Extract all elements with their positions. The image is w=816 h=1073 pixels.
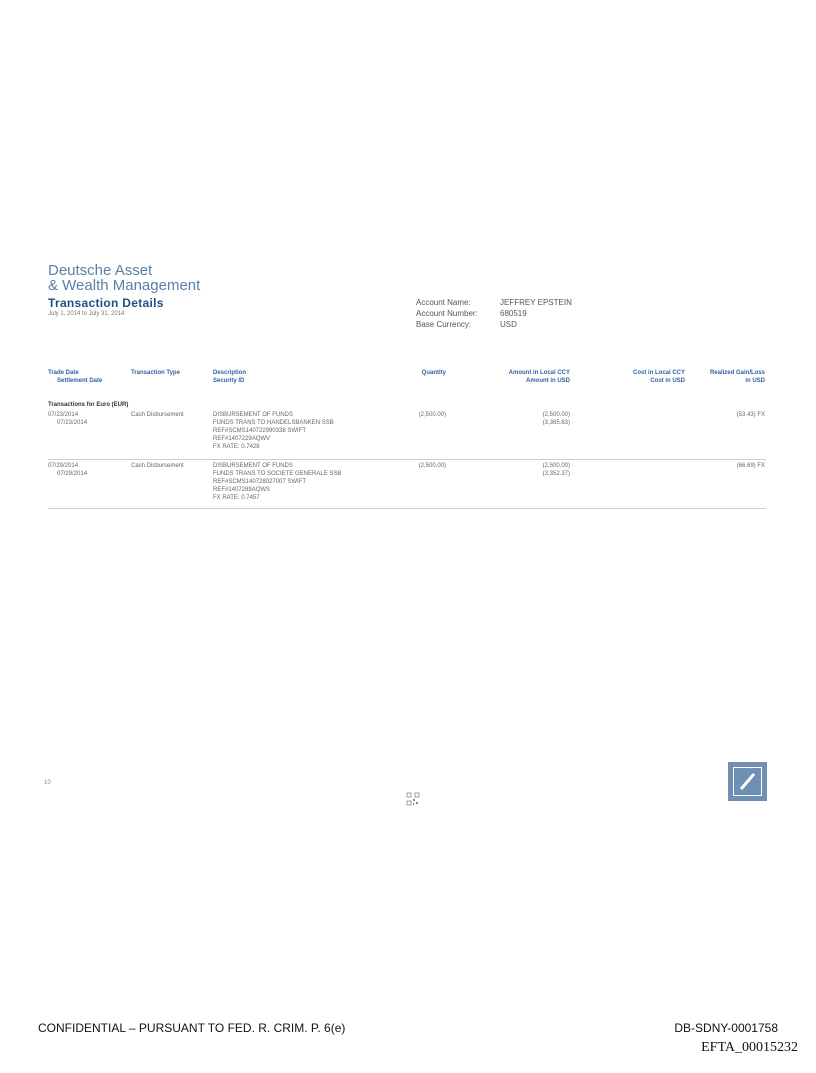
account-name-value: JEFFREY EPSTEIN <box>500 298 572 307</box>
row1-quantity: (2,500.00) <box>418 412 446 418</box>
row1-type: Cash Disbursement <box>131 412 184 418</box>
row2-quantity: (2,500.00) <box>418 463 446 469</box>
row2-trade-date: 07/29/2014 <box>48 463 79 469</box>
header-cost <box>590 369 685 385</box>
header-cost-usd-label: Cost in USD <box>650 378 685 384</box>
row2-settlement-date: 07/29/2014 <box>57 471 88 477</box>
row1-trade-date: 07/23/2014 <box>48 412 79 418</box>
bates-number: DB-SDNY-0001758 <box>674 1021 778 1035</box>
row1-description <box>213 411 334 451</box>
row1-gain: (53.43) FX <box>736 412 765 418</box>
efta-number: EFTA_00015232 <box>701 1040 798 1055</box>
table-bottom-rule <box>48 508 766 509</box>
row2-dates <box>48 462 87 478</box>
row2-desc-line: REF#1407289AQWS <box>213 487 271 493</box>
base-currency-row <box>416 319 572 330</box>
report-period: July 1, 2014 to July 31, 2014 <box>48 311 125 317</box>
page-number: 10 <box>44 780 51 786</box>
header-security-id-label: Security ID <box>213 378 245 384</box>
row-divider <box>48 459 766 460</box>
header-settlement-date-label: Settlement Date <box>57 378 103 384</box>
header-description-label: Description <box>213 370 247 376</box>
account-name-row <box>416 297 572 308</box>
account-number-row <box>416 308 572 319</box>
header-description <box>213 369 246 385</box>
row2-desc-line: REF#SCMS140728027007 SWIFT <box>213 479 307 485</box>
row2-desc-line: FX RATE: 0.7457 <box>213 495 260 501</box>
account-name-label: Account Name: <box>416 298 471 307</box>
row1-settlement-date: 07/23/2014 <box>57 420 88 426</box>
header-cost-local-label: Cost in Local CCY <box>632 370 685 376</box>
row1-desc-line: FX RATE: 0.7428 <box>213 444 260 450</box>
brand-line-1: Deutsche Asset <box>48 262 153 279</box>
row1-desc-line: DISBURSEMENT OF FUNDS <box>213 412 293 418</box>
row2-description <box>213 462 341 502</box>
row1-amount-usd: (3,365.63) <box>542 420 570 426</box>
row2-amount-local: (2,500.00) <box>542 463 570 469</box>
account-number-label: Account Number: <box>416 309 478 318</box>
qr-code-icon <box>406 792 420 806</box>
brand-logotype <box>48 263 200 293</box>
header-amount-local-label: Amount in Local CCY <box>508 370 570 376</box>
row1-desc-line: REF#SCMS140722990338 SWIFT <box>213 428 307 434</box>
account-info <box>416 297 572 330</box>
brand-line-2: & Wealth Management <box>48 277 201 294</box>
confidential-notice: CONFIDENTIAL – PURSUANT TO FED. R. CRIM. P. 6(e) <box>38 1021 346 1035</box>
section-heading: Transactions for Euro (EUR) <box>48 402 129 408</box>
header-transaction-type: Transaction Type <box>131 370 180 376</box>
row1-desc-line: REF#1407229AQWV <box>213 436 271 442</box>
header-gain-label: Realized Gain/Loss <box>709 370 765 376</box>
base-currency-label: Base Currency: <box>416 320 472 329</box>
header-trade-date-label: Trade Date <box>48 370 79 376</box>
header-amount-usd-label: Amount in USD <box>526 378 570 384</box>
row1-dates <box>48 411 87 427</box>
header-gain-usd-label: in USD <box>745 378 765 384</box>
row2-type: Cash Disbursement <box>131 463 184 469</box>
account-number-value: 680519 <box>500 309 527 318</box>
row1-amount-local: (2,500.00) <box>542 412 570 418</box>
row2-amount-usd: (3,352.37) <box>542 471 570 477</box>
row2-amount <box>470 462 570 478</box>
row2-desc-line: FUNDS TRANS TO SOCIETE GENERALE SSB <box>213 471 342 477</box>
row2-gain: (66.69) FX <box>736 463 765 469</box>
header-quantity: Quantity <box>421 370 446 376</box>
page-title: Transaction Details <box>48 296 164 310</box>
header-gain <box>690 369 765 385</box>
header-amount <box>470 369 570 385</box>
deutsche-bank-logo-icon <box>728 762 767 801</box>
row1-amount <box>470 411 570 427</box>
row1-desc-line: FUNDS TRANS TO HANDELSBANKEN SSB <box>213 420 334 426</box>
header-trade-date <box>48 369 102 385</box>
row2-desc-line: DISBURSEMENT OF FUNDS <box>213 463 293 469</box>
base-currency-value: USD <box>500 320 517 329</box>
